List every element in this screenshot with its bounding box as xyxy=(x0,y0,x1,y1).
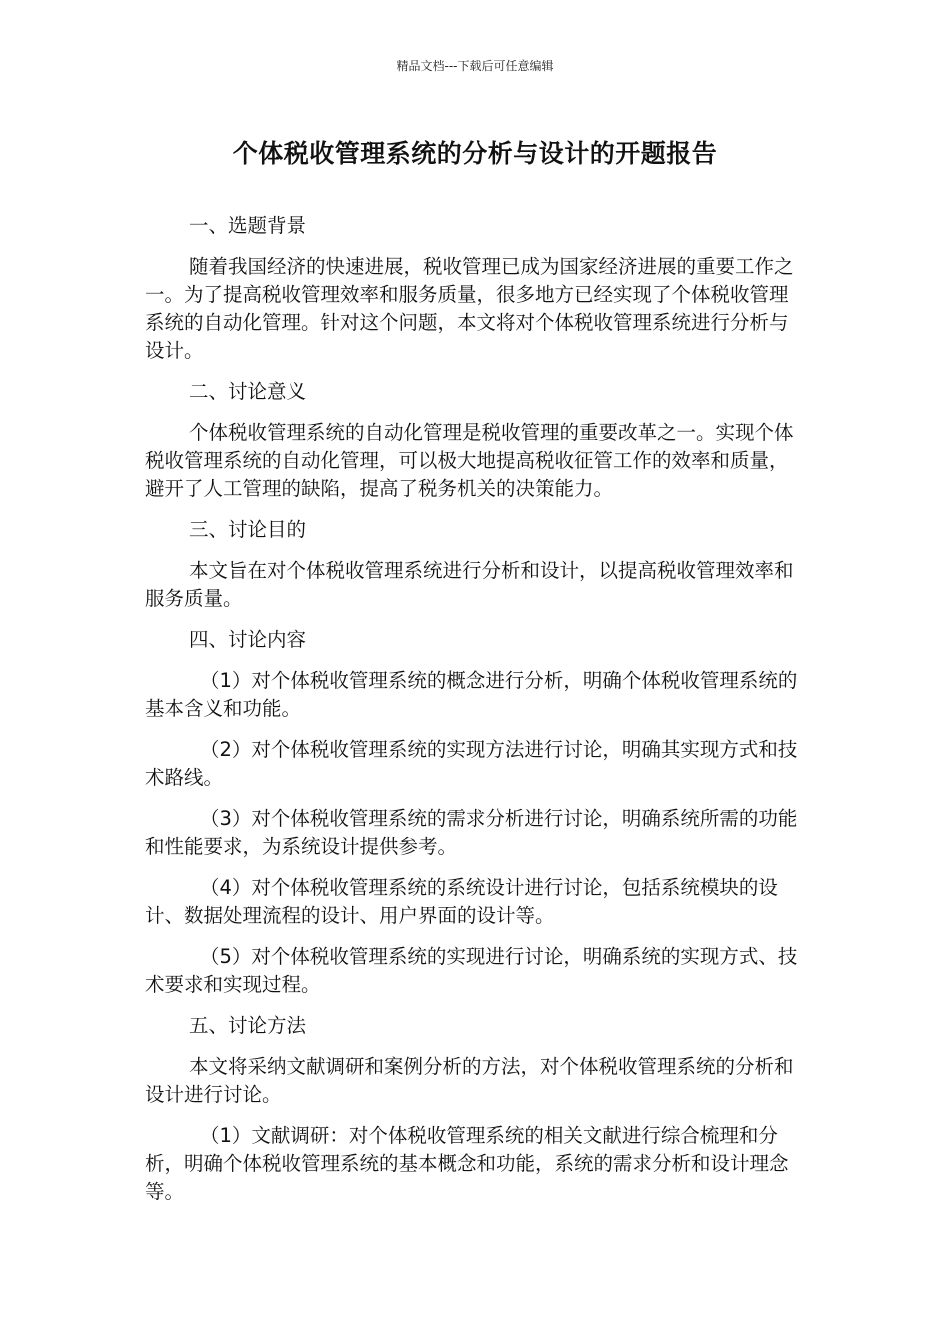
list-item: （3）对个体税收管理系统的需求分析进行讨论，明确系统所需的功能和性能要求，为系统设计提供参考。 xyxy=(145,807,798,858)
list-item: （1）对个体税收管理系统的概念进行分析，明确个体税收管理系统的基本含义和功能。 xyxy=(145,669,798,720)
list-item: （1）文献调研：对个体税收管理系统的相关文献进行综合梳理和分析，明确个体税收管理系统的基本概念和功能，系统的需求分析和设计理念等。 xyxy=(145,1124,789,1203)
list-item: （5）对个体税收管理系统的实现进行讨论，明确系统的实现方式、技术要求和实现过程。 xyxy=(145,945,798,996)
paragraph-background: 随着我国经济的快速进展，税收管理已成为国家经济进展的重要工作之一。为了提高税收管理效率和服务质量，很多地方已经实现了个体税收管理系统的自动化管理。针对这个问题，本文将对个体税收管理系统进行分析与设计。 xyxy=(145,255,794,362)
section-heading-background: 一、选题背景 xyxy=(189,214,307,237)
section-heading-significance: 二、讨论意义 xyxy=(189,380,307,403)
paragraph-purpose: 本文旨在对个体税收管理系统进行分析和设计，以提高税收管理效率和服务质量。 xyxy=(145,559,794,610)
document-body xyxy=(145,212,805,1219)
paragraph-significance: 个体税收管理系统的自动化管理是税收管理的重要改革之一。实现个体税收管理系统的自动化管理，可以极大地提高税收征管工作的效率和质量，避开了人工管理的缺陷，提高了税务机关的决策能力。 xyxy=(145,421,794,500)
document-title: 个体税收管理系统的分析与设计的开题报告 xyxy=(232,139,718,168)
list-item: （2）对个体税收管理系统的实现方法进行讨论，明确其实现方式和技术路线。 xyxy=(145,738,798,789)
list-item: （4）对个体税收管理系统的系统设计进行讨论，包括系统模块的设计、数据处理流程的设计、用户界面的设计等。 xyxy=(145,876,778,927)
section-heading-content: 四、讨论内容 xyxy=(189,628,307,651)
paragraph-method: 本文将采纳文献调研和案例分析的方法，对个体税收管理系统的分析和设计进行讨论。 xyxy=(145,1055,794,1106)
page-header: 精品文档---下载后可任意编辑 xyxy=(396,59,554,73)
section-heading-purpose: 三、讨论目的 xyxy=(189,518,307,541)
section-heading-method: 五、讨论方法 xyxy=(189,1014,307,1037)
